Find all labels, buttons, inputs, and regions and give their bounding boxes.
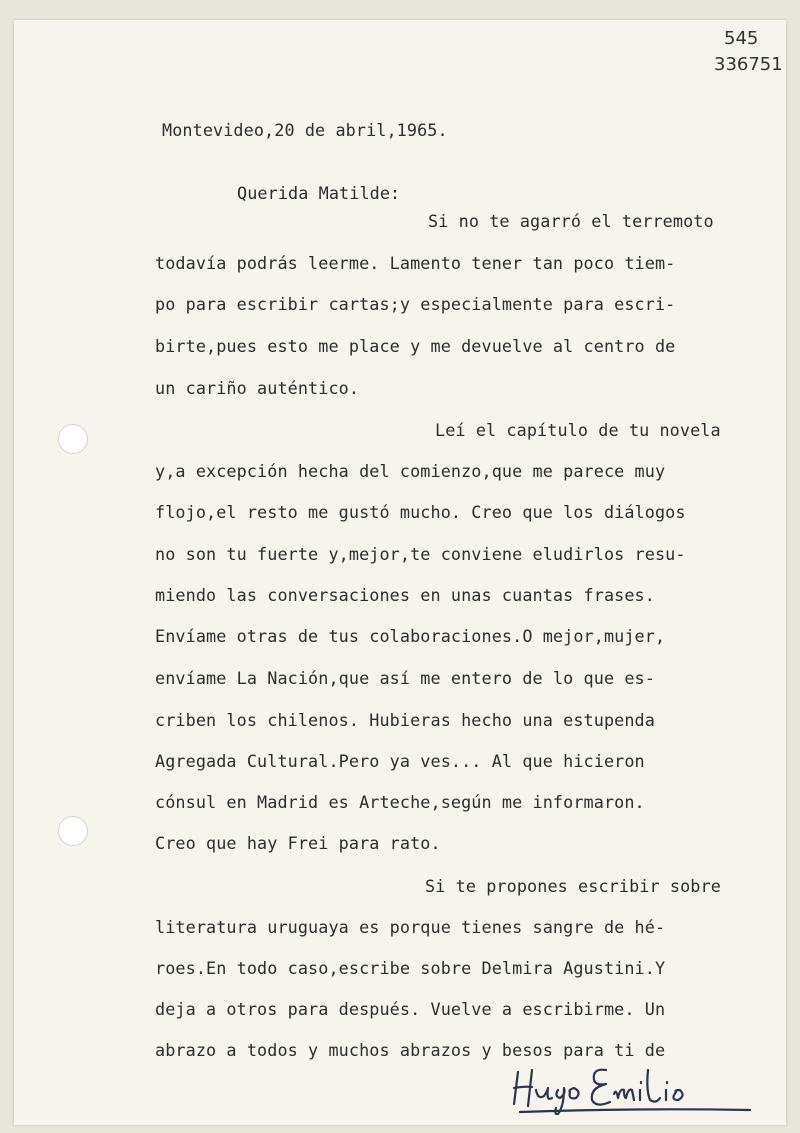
salutation: Querida Matilde:	[237, 183, 401, 203]
body-line-17: Si te propones escribir sobre	[425, 876, 721, 896]
punch-hole-bottom	[58, 816, 88, 846]
body-line-20: deja a otros para después. Vuelve a escribirme. Un	[155, 999, 666, 1019]
archive-number-primary: 545	[724, 28, 759, 49]
place-date: Montevideo,20 de abril,1965.	[162, 120, 448, 140]
body-line-16: Creo que hay Frei para rato.	[155, 833, 441, 853]
body-line-18: literatura uruguaya es porque tienes sangre de hé-	[155, 917, 666, 937]
body-line-1: Si no te agarró el terremoto	[428, 211, 714, 231]
body-line-2: todavía podrás leerme. Lamento tener tan poco tiem-	[155, 253, 676, 273]
punch-hole-top	[58, 424, 88, 454]
body-line-7: y,a excepción hecha del comienzo,que me parece muy	[155, 461, 666, 481]
body-line-15: cónsul en Madrid es Arteche,según me informaron.	[155, 792, 645, 812]
body-line-4: birte,pues esto me place y me devuelve al centro de	[155, 336, 676, 356]
body-line-3: po para escribir cartas;y especialmente para escri-	[155, 294, 676, 314]
body-line-19: roes.En todo caso,escribe sobre Delmira Agustini.Y	[155, 958, 666, 978]
body-line-13: criben los chilenos. Hubieras hecho una estupenda	[155, 710, 655, 730]
handwritten-signature	[510, 1060, 770, 1115]
body-line-6: Leí el capítulo de tu novela	[435, 420, 721, 440]
body-line-12: envíame La Nación,que así me entero de lo que es-	[155, 668, 655, 688]
archive-number-secondary: 336751	[714, 54, 783, 75]
body-line-8: flojo,el resto me gustó mucho. Creo que los diálogos	[155, 502, 686, 522]
body-line-10: miendo las conversaciones en unas cuantas frases.	[155, 585, 655, 605]
body-line-11: Envíame otras de tus colaboraciones.O mejor,mujer,	[155, 626, 666, 646]
body-line-14: Agregada Cultural.Pero ya ves... Al que hicieron	[155, 751, 645, 771]
body-line-21: abrazo a todos y muchos abrazos y besos para ti de	[155, 1040, 666, 1060]
body-line-5: un cariño auténtico.	[155, 378, 360, 398]
body-line-9: no son tu fuerte y,mejor,te conviene eludirlos resu-	[155, 544, 686, 564]
